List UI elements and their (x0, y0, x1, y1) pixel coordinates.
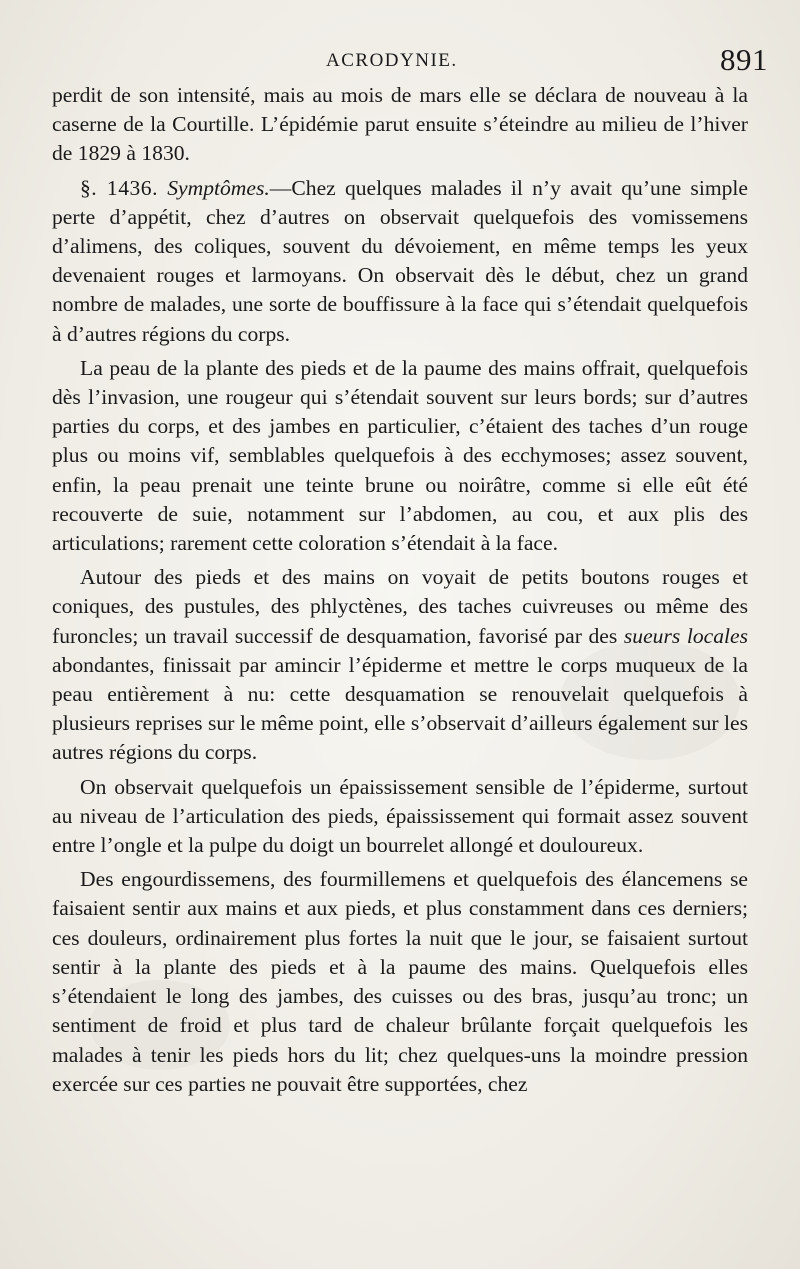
page-number: 891 (720, 42, 768, 77)
paragraph-text: Chez quelques malades il n’y avait qu’une simple perte d’appétit, chez d’autres on observait quelquefois des vomissemens d’alimens, des coliques, souvent du dévoiement, en même temps les yeux devenaient rouges et larmoyans. On observait dès le début, chez un grand nombre de malades, une sorte de bouffissure à la face qui s’étendait quelquefois à d’autres régions du corps. (52, 175, 748, 346)
heading-dash: — (269, 175, 292, 200)
paragraph-text: abondantes, finissait par amincir l’épiderme et mettre le corps muqueux de la peau entièrement à nu: cette desquamation se renouvelait quelquefois à plusieurs reprises sur le même point, elle s’observait d’ailleurs également sur les autres régions du corps. (52, 652, 748, 765)
paragraph-epidermis: On observait quelquefois un épaississement sensible de l’épiderme, surtout au niveau de l’articulation des pieds, épaississement qui formait assez souvent entre l’ongle et la pulpe du doigt un bourrelet allongé et douloureux. (52, 774, 748, 858)
paragraph-eruptions (52, 563, 748, 767)
paragraph-symptoms (52, 174, 748, 349)
italic-term: sueurs locales (623, 623, 749, 648)
paragraph-text: Autour des pieds et des mains on voyait de petits boutons rouges et coniques, des pustules, des phlyctènes, des taches cuivreuses ou même des furoncles; un travail successif de desquamation, favorisé par des (52, 565, 748, 648)
paragraph-skin: La peau de la plante des pieds et de la paume des mains offrait, quelquefois dès l’invasion, une rougeur qui s’étendait souvent sur leurs bords; sur d’autres parties du corps, et des jambes en particulier, c’étaient des taches d’un rouge plus ou moins vif, semblables quelquefois à des ecchymoses; assez souvent, enfin, la peau prenait une teinte brune ou noirâtre, comme si elle eût été recouverte de suie, notamment sur l’abdomen, au cou, et aux plis des articulations; rarement cette coloration s’étendait à la face. (52, 355, 748, 556)
paragraph-continued: perdit de son intensité, mais au mois de mars elle se déclara de nouveau à la caserne de la Courtille. L’épidémie parut ensuite s’éteindre au milieu de l’hiver de 1829 à 1830. (52, 83, 748, 166)
paragraph-pains: Des engourdissemens, des fourmillemens et quelquefois des élancemens se faisaient sentir aux mains et aux pieds, et plus constamment dans ces derniers; ces douleurs, ordinairement plus fortes la nuit que le jour, se faisaient surtout sentir à la plante des pieds et à la paume des mains. Quelquefois elles s’étendaient le long des jambes, des cuisses ou des bras, jusqu’au tronc; un sentiment de froid et plus tard de chaleur brûlante forçait quelquefois les malades à tenir les pieds hors du lit; chez quelques-uns la moindre pression exercée sur ces parties ne pouvait être supportées, chez (52, 867, 748, 1096)
section-number: §. 1436. (80, 175, 158, 200)
body-text (52, 81, 748, 1104)
running-head (0, 44, 800, 84)
running-title: ACRODYNIE. (326, 50, 458, 71)
section-heading: Symptômes. (167, 175, 270, 200)
